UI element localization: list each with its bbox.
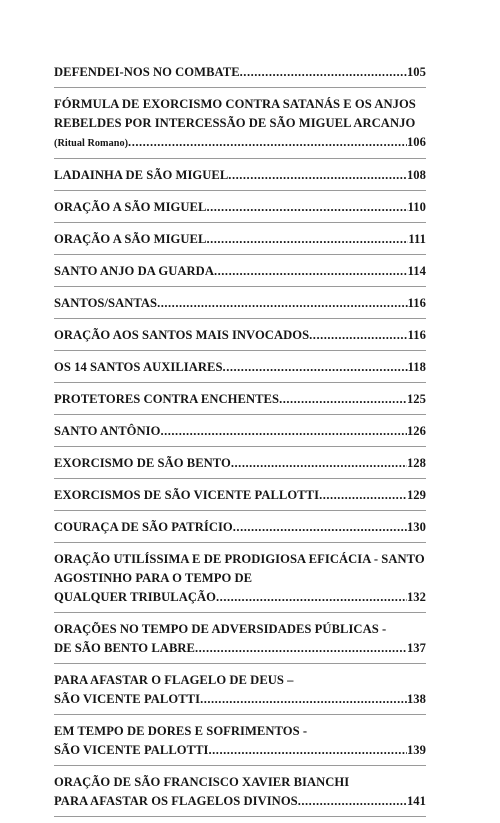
toc-line [54, 390, 426, 409]
toc-title: ORAÇÃO AOS SANTOS MAIS INVOCADOS [54, 328, 310, 342]
toc-entry[interactable] [54, 229, 426, 255]
toc-line [54, 326, 426, 345]
dot-leader [228, 166, 407, 185]
table-of-contents [54, 62, 426, 823]
page-number: 125 [406, 392, 426, 406]
toc-title: AGOSTINHO PARA O TEMPO DE [54, 571, 253, 585]
page-number: 116 [407, 328, 426, 342]
toc-title: SÃO VICENTE PALLOTTI [54, 743, 209, 757]
toc-entry[interactable] [54, 453, 426, 479]
toc-title: EXORCISMOS DE SÃO VICENTE PALLOTTI [54, 488, 320, 502]
dot-leader [206, 198, 407, 217]
dot-leader [223, 358, 408, 377]
toc-title: QUALQUER TRIBULAÇÃO [54, 590, 217, 604]
toc-title: PARA AFASTAR OS FLAGELOS DIVINOS [54, 794, 298, 808]
toc-line [54, 671, 426, 690]
toc-entry[interactable] [54, 421, 426, 447]
dot-leader [279, 390, 407, 409]
toc-entry[interactable] [54, 549, 426, 613]
dot-leader [200, 690, 407, 709]
page-number: 106 [406, 135, 426, 149]
page-number: 129 [406, 488, 426, 502]
dot-leader [309, 326, 408, 345]
page-number: 114 [407, 264, 426, 278]
toc-line [54, 741, 426, 760]
toc-line [54, 114, 426, 133]
toc-line [54, 518, 426, 537]
page-number: 138 [406, 692, 426, 706]
dot-leader [195, 639, 407, 658]
toc-line [54, 133, 426, 153]
toc-title: SANTO ANJO DA GUARDA [54, 264, 214, 278]
toc-entry[interactable] [54, 62, 426, 88]
toc-title: ORAÇÃO A SÃO MIGUEL [54, 200, 207, 214]
toc-title: (Ritual Romano) [54, 138, 129, 149]
toc-entry[interactable] [54, 670, 426, 715]
toc-title: ORAÇÃO DE SÃO FRANCISCO XAVIER BIANCHI [54, 775, 350, 789]
page-number: 105 [406, 65, 426, 79]
toc-line [54, 792, 426, 811]
page-number: 110 [407, 200, 426, 214]
toc-line [54, 166, 426, 185]
toc-title: ORAÇÃO UTILÍSSIMA E DE PRODIGIOSA EFICÁCIA - SANTO [54, 552, 425, 566]
toc-entry[interactable] [54, 94, 426, 159]
toc-title: ORAÇÃO A SÃO MIGUEL [54, 232, 207, 246]
dot-leader [160, 422, 407, 441]
toc-entry[interactable] [54, 165, 426, 191]
toc-entry[interactable] [54, 619, 426, 664]
toc-title: SÃO VICENTE PALOTTI [54, 692, 201, 706]
toc-title: PROTETORES CONTRA ENCHENTES [54, 392, 280, 406]
toc-line [54, 422, 426, 441]
toc-title: DE SÃO BENTO LABRE [54, 641, 195, 655]
page-number: 130 [406, 520, 426, 534]
dot-leader [298, 792, 407, 811]
page-number: 108 [406, 168, 426, 182]
page-number: 141 [406, 794, 426, 808]
dot-leader [233, 518, 407, 537]
toc-line [54, 454, 426, 473]
toc-title: REBELDES POR INTERCESSÃO DE SÃO MIGUEL ARCANJO [54, 116, 416, 130]
page-number: 137 [406, 641, 426, 655]
toc-title: EM TEMPO DE DORES E SOFRIMENTOS - [54, 724, 308, 738]
dot-leader [240, 63, 407, 82]
toc-line [54, 230, 426, 249]
toc-title: SANTOS/SANTAS [54, 296, 158, 310]
toc-line [54, 294, 426, 313]
toc-entry[interactable] [54, 389, 426, 415]
toc-line [54, 550, 426, 569]
toc-title: LADAINHA DE SÃO MIGUEL [54, 168, 229, 182]
dot-leader [128, 133, 407, 152]
toc-entry[interactable] [54, 517, 426, 543]
toc-entry[interactable] [54, 721, 426, 766]
toc-entry[interactable] [54, 325, 426, 351]
dot-leader [157, 294, 408, 313]
dot-leader [319, 486, 407, 505]
toc-line [54, 198, 426, 217]
toc-title: EXORCISMO DE SÃO BENTO [54, 456, 231, 470]
toc-line [54, 639, 426, 658]
page-number: 128 [406, 456, 426, 470]
dot-leader [231, 454, 407, 473]
toc-line [54, 358, 426, 377]
toc-title: PARA AFASTAR O FLAGELO DE DEUS – [54, 673, 294, 687]
dot-leader [216, 588, 407, 607]
toc-title: SANTO ANTÔNIO [54, 424, 161, 438]
toc-line [54, 722, 426, 741]
toc-entry[interactable] [54, 293, 426, 319]
page-number: 139 [406, 743, 426, 757]
toc-entry[interactable] [54, 357, 426, 383]
page-number: 118 [407, 360, 426, 374]
toc-line [54, 690, 426, 709]
toc-entry[interactable] [54, 261, 426, 287]
toc-line [54, 588, 426, 607]
page-number: 111 [408, 232, 426, 246]
toc-title: FÓRMULA DE EXORCISMO CONTRA SATANÁS E OS ANJOS [54, 97, 416, 111]
toc-title: DEFENDEI-NOS NO COMBATE [54, 65, 240, 79]
toc-line [54, 569, 426, 588]
toc-entry[interactable] [54, 197, 426, 223]
dot-leader [209, 741, 407, 760]
toc-entry[interactable] [54, 772, 426, 817]
page-number: 126 [406, 424, 426, 438]
dot-leader [214, 262, 408, 281]
toc-entry[interactable] [54, 485, 426, 511]
toc-line [54, 620, 426, 639]
dot-leader [206, 230, 408, 249]
toc-line [54, 95, 426, 114]
toc-line [54, 63, 426, 82]
toc-line [54, 262, 426, 281]
toc-line [54, 486, 426, 505]
page-number: 116 [407, 296, 426, 310]
toc-title: COURAÇA DE SÃO PATRÍCIO [54, 520, 233, 534]
toc-title: OS 14 SANTOS AUXILIARES [54, 360, 223, 374]
toc-line [54, 773, 426, 792]
page-number: 132 [406, 590, 426, 604]
toc-title: ORAÇÕES NO TEMPO DE ADVERSIDADES PÚBLICAS - [54, 622, 387, 636]
